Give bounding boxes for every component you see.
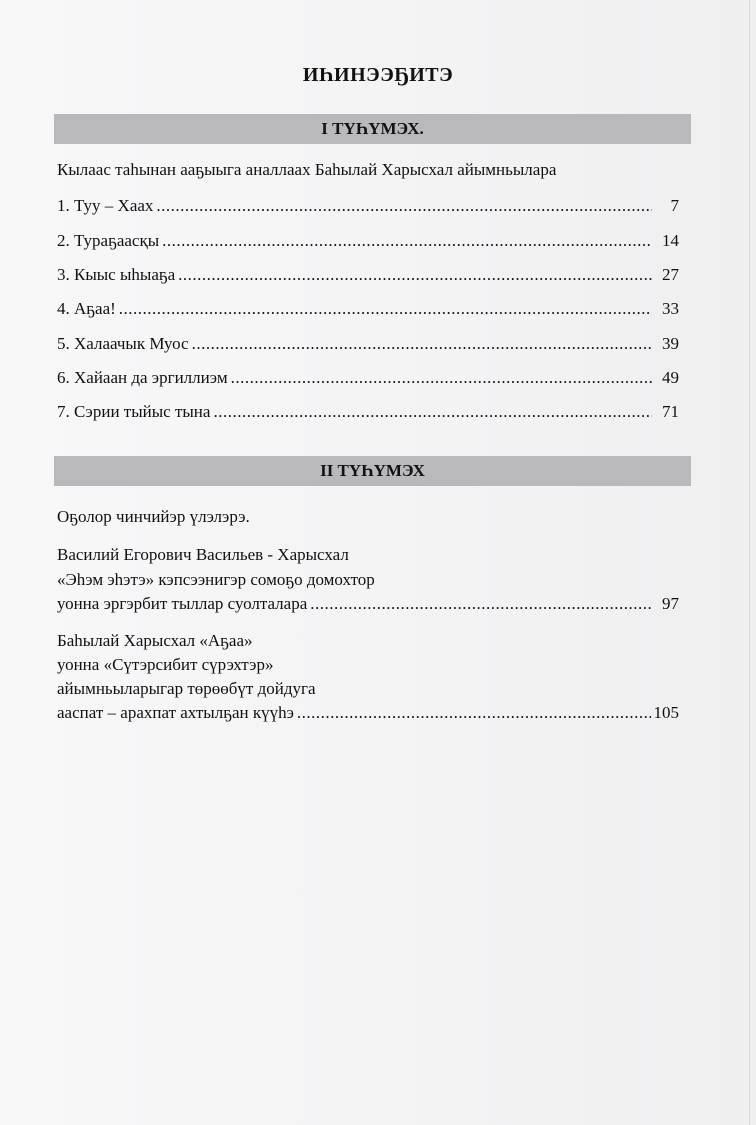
entry-2-line-2: уонна «Сүтэрсибит сүрэхтэр» — [57, 655, 274, 674]
toc-entry-label: 7. Сэрии тыйыс тына — [57, 402, 211, 421]
toc-entry-label: 2. Тураҕаасқы — [57, 231, 160, 250]
entry-1-line-1: Василий Егорович Васильев - Харысхал — [57, 545, 349, 564]
dot-leader — [297, 703, 651, 723]
toc-entry — [57, 196, 679, 218]
dot-leader — [231, 368, 652, 388]
toc-entry — [57, 594, 679, 616]
toc-entry-label: уонна эргэрбит тыллар суолталара — [57, 594, 308, 613]
toc-entry-label: 5. Халаачык Муос — [57, 334, 189, 353]
toc-entry-page: 7 — [670, 196, 679, 215]
toc-entry-page: 97 — [662, 594, 679, 613]
toc-entry-page: 27 — [662, 265, 679, 284]
toc-entry — [57, 231, 679, 253]
toc-entry-label: 4. Аҕаа! — [57, 299, 116, 318]
page-title: ИҺИНЭЭҔИТЭ — [302, 64, 454, 86]
toc-entry — [57, 299, 679, 321]
toc-entry-page: 71 — [662, 402, 679, 421]
dot-leader — [162, 231, 652, 251]
section-2-intro: Оҕолор чинчийэр үлэлэрэ. — [57, 507, 250, 526]
toc-entry-page: 14 — [662, 231, 679, 250]
toc-entry — [57, 334, 679, 356]
toc-entry — [57, 703, 679, 725]
toc-entry-page: 33 — [662, 299, 679, 318]
section-1-heading: I ТҮҺҮМЭХ. — [54, 114, 691, 144]
toc-entry-label: ааспат – арахпат ахтылҕан күүһэ — [57, 703, 294, 722]
entry-1-line-2: «Эһэм эһэтэ» кэпсээнигэр сомоҕо домохтор — [57, 570, 375, 589]
entry-2-line-3: айымньыларыгар төрөөбүт дойдуга — [57, 679, 316, 698]
toc-entry — [57, 368, 679, 390]
dot-leader — [178, 265, 652, 285]
section-2-heading: II ТҮҺҮМЭХ — [54, 456, 691, 486]
toc-entry-page: 39 — [662, 334, 679, 353]
dot-leader — [119, 299, 652, 319]
dot-leader — [156, 196, 652, 216]
section-1-intro: Кылаас таһынан ааҕыыга аналлаах Баһылай Харысхал айымньылара — [57, 160, 557, 179]
dot-leader — [192, 334, 652, 354]
toc-entry — [57, 265, 679, 287]
toc-entry-label: 3. Кыыс ыһыаҕа — [57, 265, 176, 284]
dot-leader — [213, 402, 652, 422]
toc-entry-label: 1. Туу – Хаах — [57, 196, 154, 215]
entry-2-line-1: Баһылай Харысхал «Аҕаа» — [57, 631, 253, 650]
toc-entry — [57, 402, 679, 424]
toc-entry-page: 105 — [653, 703, 679, 722]
toc-entry-label: 6. Хайаан да эргиллиэм — [57, 368, 228, 387]
toc-entry-page: 49 — [662, 368, 679, 387]
dot-leader — [310, 594, 652, 614]
